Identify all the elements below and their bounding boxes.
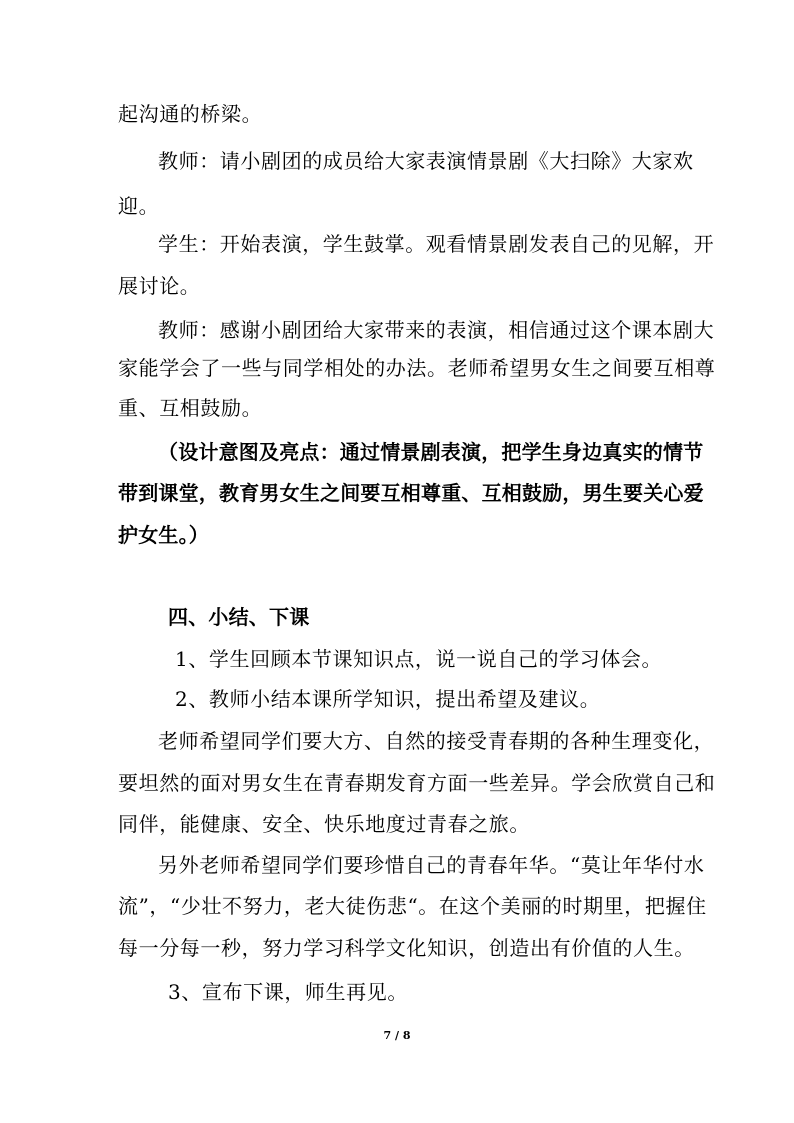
- page-number: 7 / 8: [383, 1029, 411, 1042]
- paragraph-line: 展讨论。: [118, 274, 201, 298]
- paragraph-line: 流”，“少壮不努力，老大徒伤悲“。在这个美丽的时期里，把握住: [118, 894, 707, 918]
- list-item: 1、学生回顾本节课知识点，说一说自己的学习体会。: [175, 647, 663, 671]
- paragraph-line: 学生：开始表演，学生鼓掌。观看情景剧发表自己的见解，开: [158, 232, 715, 256]
- paragraph-line: 每一分每一秒，努力学习科学文化知识，创造出有价值的人生。: [118, 936, 695, 960]
- paragraph-line: 老师希望同学们要大方、自然的接受青春期的各种生理变化，: [158, 729, 715, 753]
- paragraph-line: 教师：请小剧团的成员给大家表演情景剧《大扫除》大家欢: [158, 149, 694, 173]
- highlight-note-line: 护女生。）: [118, 523, 209, 547]
- highlight-note-line: 带到课堂，教育男女生之间要互相尊重、互相鼓励，男生要关心爱: [118, 481, 704, 505]
- paragraph-line: 要坦然的面对男女生在青春期发育方面一些差异。学会欣赏自己和: [118, 771, 716, 795]
- paragraph-line: 重、互相鼓励。: [118, 396, 263, 420]
- list-item: 2、教师小结本课所学知识，提出希望及建议。: [175, 687, 601, 711]
- paragraph-line: 家能学会了一些与同学相处的办法。老师希望男女生之间要互相尊: [118, 356, 716, 380]
- paragraph-line: 另外老师希望同学们要珍惜自己的青春年华。“莫让年华付水: [158, 853, 705, 877]
- paragraph-line: 起沟通的桥梁。: [118, 102, 263, 126]
- list-item: 3、宣布下课，师生再见。: [168, 980, 408, 1004]
- section-heading: 四、小结、下课: [168, 605, 310, 629]
- paragraph-line: 迎。: [118, 194, 160, 218]
- highlight-note-line: （设计意图及亮点：通过情景剧表演，把学生身边真实的情节: [158, 440, 704, 464]
- paragraph-line: 同伴，能健康、安全、快乐地度过青春之旅。: [118, 812, 530, 836]
- paragraph-line: 教师：感谢小剧团给大家带来的表演，相信通过这个课本剧大: [158, 318, 715, 342]
